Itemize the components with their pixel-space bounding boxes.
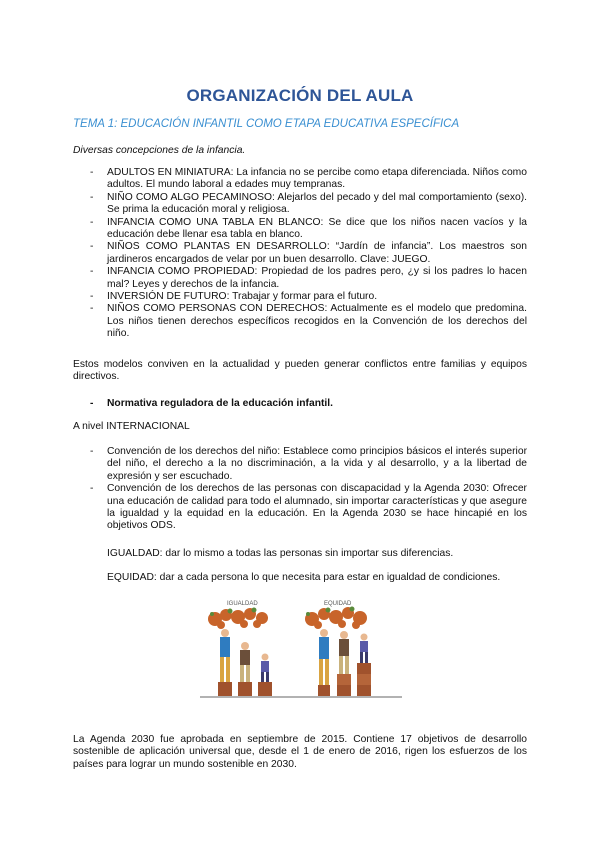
agenda-paragraph: La Agenda 2030 fue aprobada en septiembre de 2015. Contiene 17 objetivos de desarrollo sostenible de aplicación universal que, desde el 1 de enero de 2016, rigen los esfuerzos de los países para lograr un mundo sostenible en 2030.: [73, 734, 527, 770]
equality-equity-illustration: [200, 597, 402, 702]
illustration-right-label: EQUIDAD: [324, 601, 352, 607]
illustration-left-label: IGUALDAD: [227, 601, 258, 607]
page-title: ORGANIZACIÓN DEL AULA: [186, 86, 414, 105]
normativa-list: [90, 398, 527, 410]
list-item: - Convención de los derechos de las personas con discapacidad y la Agenda 2030: Ofrecer una educación de calidad para todo el alumnado, sin importar características y que asegure la igualdad y la equidad en la educación. En la Agenda 2030 se hace hincapié en los objetivos ODS.: [90, 483, 527, 533]
left-group: [218, 629, 272, 696]
right-group: [318, 629, 371, 696]
list-item: - NIÑO COMO ALGO PECAMINOSO: Alejarlos del pecado y del mal comportamiento (sexo). Se prima la educación moral y religiosa.: [90, 192, 527, 217]
list-item: - NIÑOS COMO PERSONAS CON DERECHOS: Actualmente es el modelo que predomina. Los niños tienen derechos específicos recogidos en la Convención de los derechos del niño.: [90, 303, 527, 340]
list-item: - ADULTOS EN MINIATURA: La infancia no se percibe como etapa diferenciada. Niños como adultos. El mundo laboral a edades muy tempranas.: [90, 167, 527, 192]
list-item: - NIÑOS COMO PLANTAS EN DESARROLLO: “Jardín de infancia”. Los maestros son jardineros encargados de velar por un buen desarrollo. Clave: JUEGO.: [90, 241, 527, 266]
list-item: - INFANCIA COMO PROPIEDAD: Propiedad de los padres pero, ¿y si los padres lo hacen mal? Leyes y derechos de la infancia.: [90, 266, 527, 291]
list-item: - INFANCIA COMO UNA TABLA EN BLANCO: Se dice que los niños nacen vacíos y la educación debe llenar esa tabla en blanco.: [90, 217, 527, 242]
igualdad-definition: IGUALDAD: dar lo mismo a todas las personas sin importar sus diferencias.: [107, 548, 454, 559]
international-list: [90, 446, 527, 533]
list-item: - Convención de los derechos del niño: Establece como principios básicos el interés superior del niño, el derecho a la no discriminación, a la vida y al desarrollo, y a la libertad de expresión y ser escuchado.: [90, 446, 527, 483]
equidad-definition: EQUIDAD: dar a cada persona lo que necesita para estar en igualdad de condiciones.: [107, 572, 501, 583]
international-label: A nivel INTERNACIONAL: [73, 421, 190, 432]
models-paragraph: Estos modelos conviven en la actualidad y pueden generar conflictos entre familias y equipos directivos.: [73, 359, 527, 383]
normativa-heading: - Normativa reguladora de la educación infantil.: [90, 398, 527, 410]
intro-text: Diversas concepciones de la infancia.: [73, 145, 246, 156]
concepts-list: [90, 167, 527, 341]
list-item: - INVERSIÓN DE FUTURO: Trabajar y formar para el futuro.: [90, 291, 527, 303]
right-tree-icon: [305, 607, 367, 629]
left-tree-icon: [208, 608, 268, 629]
section-subtitle: TEMA 1: EDUCACIÓN INFANTIL COMO ETAPA EDUCATIVA ESPECÍFICA: [73, 118, 460, 130]
